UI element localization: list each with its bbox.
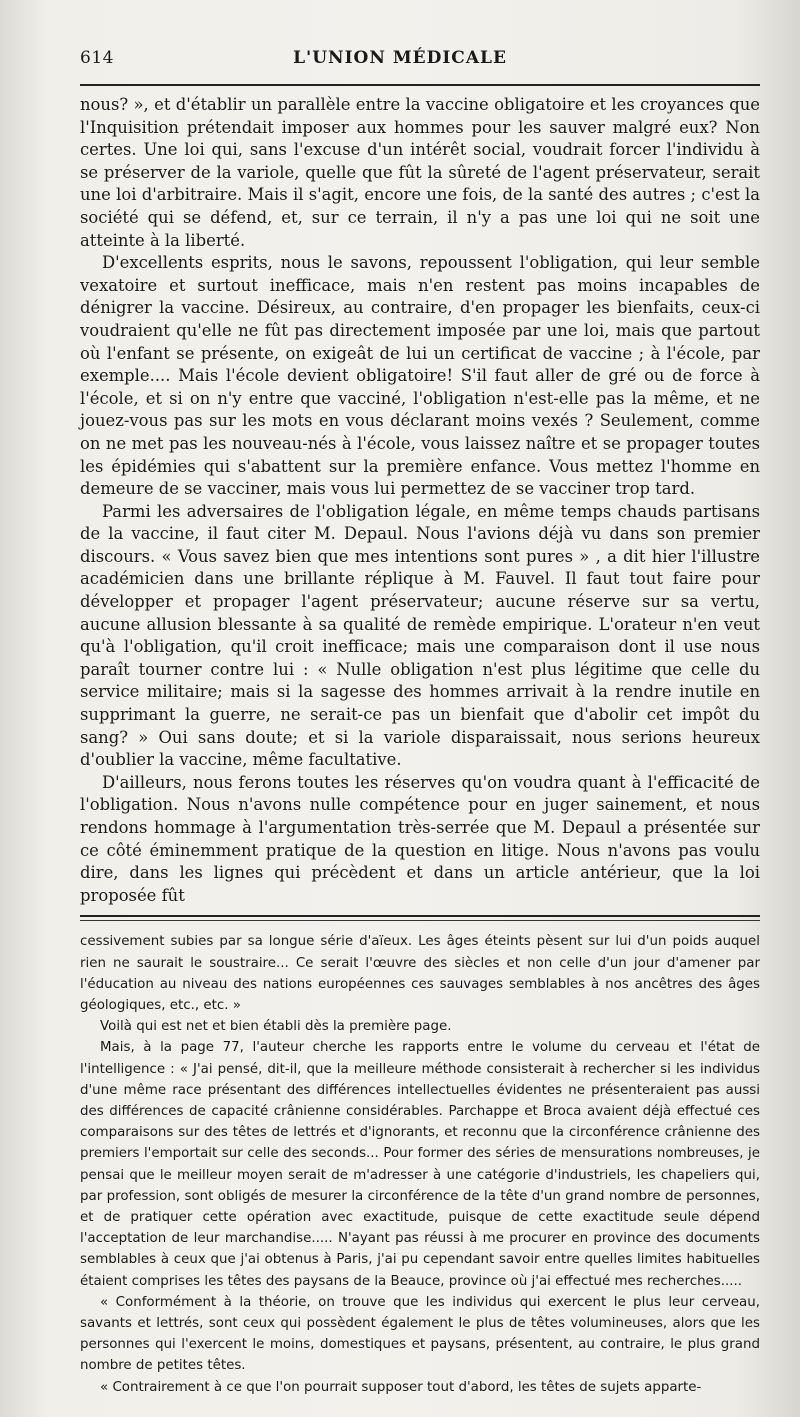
main-paragraph: D'ailleurs, nous ferons toutes les réserves qu'on voudra quant à l'efficacité de l'obligation. Nous n'avons nulle compétence pour en juger sainement, et nous rendons hommage à l'argumentation très-serrée que M. Depaul a présentée sur ce côté éminemment pratique de la question en litige. Nous n'avons pas voulu dire, dans les lignes qui précèdent et dans un article antérieur, que la loi proposée fût	[80, 772, 760, 905]
footnote-paragraph: Voilà qui est net et bien établi dès la première page.	[100, 1019, 452, 1035]
footnote-paragraph: cessivement subies par sa longue série d'aïeux. Les âges éteints pèsent sur lui d'un poids auquel rien ne saurait le soustraire... Ce serait l'œuvre des siècles et non celle d'un jour d'amener par l'éducation au niveau des nations européennes ces sauvages semblables à nos ancêtres des âges géologiques, etc., etc. »	[80, 934, 760, 1013]
footnote-paragraph: Mais, à la page 77, l'auteur cherche les rapports entre le volume du cerveau et l'état de l'intelligence : « J'ai pensé, dit-il, que la meilleure méthode consisterait à rechercher si les individus d'une même race présentant des différences intellectuelles évidentes ne présenteraient pas aussi des différences de capacité crânienne considérables. Parchappe et Broca avaient déjà effectué ces comparaisons sur des têtes de lettrés et d'ignorants, et reconnu que la circonférence crânienne des premiers l'emportait sur celle des seconds... Pour former des séries de mensurations nombreuses, je pensai que le meilleur moyen serait de m'adresser à une catégorie d'industriels, les chapeliers qui, par profession, sont obligés de mesurer la circonférence de la tête d'un grand nombre de personnes, et de pratiquer cette opération avec exactitude, puisque de cette exactitude seule dépend l'acceptation de leur marchandise..... N'ayant pas réussi à me procurer en province des documents semblables à ceux que j'ai obtenus à Paris, j'ai pu cependant savoir entre quelles limites habituelles étaient comprises les têtes des paysans de la Beauce, province où j'ai effectué mes recherches.....	[80, 1040, 760, 1289]
main-paragraph: Parmi les adversaires de l'obligation légale, en même temps chauds partisans de la vaccine, il faut citer M. Depaul. Nous l'avions déjà vu dans son premier discours. « Vous savez bien que mes intentions sont pures » , a dit hier l'illustre académicien dans une brillante réplique à M. Fauvel. Il faut tout faire pour développer et propager l'agent préservateur; aucune réserve sur sa vertu, aucune allusion blessante à sa qualité de remède empirique. L'orateur n'en veut qu'à l'obligation, qu'il croit inefficace; mais une comparaison dont il use nous paraît tourner contre lui : « Nulle obligation n'est plus légitime que celle du service militaire; mais si la sagesse des hommes arrivait à la rendre inutile en supprimant la guerre, ne serait-ce pas un bienfait que d'abolir cet impôt du sang? » Oui sans doute; et si la variole disparaissait, nous serions heureux d'oublier la vaccine, même facultative.	[80, 501, 760, 770]
footnote-separator	[80, 915, 760, 921]
footnote-paragraph: « Contrairement à ce que l'on pourrait supposer tout d'abord, les têtes de sujets apparte-	[100, 1379, 702, 1395]
main-text	[80, 94, 760, 907]
journal-title: L'UNION MÉDICALE	[293, 48, 507, 68]
header-rule	[80, 84, 760, 86]
footnote-paragraph: « Conformément à la théorie, on trouve que les individus qui exercent le plus leur cerveau, savants et lettrés, sont ceux qui possèdent également le plus de têtes volumineuses, alors que les personnes qui l'exercent le moins, domestiques et paysans, présentent, au contraire, le plus grand nombre de petites têtes.	[80, 1294, 760, 1374]
main-paragraph: nous? », et d'établir un parallèle entre la vaccine obligatoire et les croyances que l'Inquisition prétendait imposer aux hommes pour les sauver malgré eux? Non certes. Une loi qui, sans l'excuse d'un intérêt social, voudrait forcer l'individu à se préserver de la variole, quelle que fût la sûreté de l'agent préservateur, serait une loi d'arbitraire. Mais il s'agit, encore une fois, de la santé des autres ; c'est la société qui se défend, et, sur ce terrain, il n'y a pas une loi qui ne soit une atteinte à la liberté.	[80, 95, 760, 250]
main-paragraph: D'excellents esprits, nous le savons, repoussent l'obligation, qui leur semble vexatoire et surtout inefficace, mais n'en restent pas moins incapables de dénigrer la vaccine. Désireux, au contraire, d'en propager les bienfaits, ceux-ci voudraient qu'elle ne fût pas directement imposée par une loi, mais que partout où l'enfant se présente, on exigeât de lui un certificat de vaccine ; à l'école, par exemple.... Mais l'école devient obligatoire! S'il faut aller de gré ou de force à l'école, et si on n'y entre que vacciné, l'obligation n'est-elle pas la même, et ne jouez-vous pas sur les mots en vous déclarant moins vexés ? Seulement, comme on ne met pas les nouveau-nés à l'école, vous laissez naître et se propager toutes les épidémies qui s'abattent sur la première enfance. Vous mettez l'homme en demeure de se vacciner, mais vous lui permettez de se vacciner trop tard.	[80, 253, 760, 499]
footnote-text	[80, 931, 760, 1397]
page-number: 614	[80, 48, 114, 68]
page-header	[80, 48, 760, 76]
